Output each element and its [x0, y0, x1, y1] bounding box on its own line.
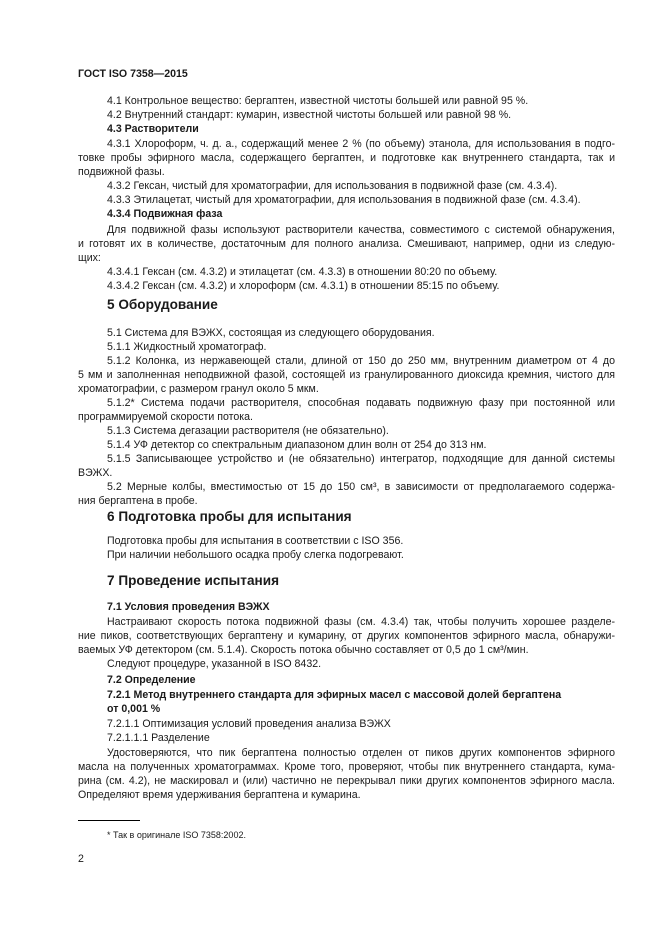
paragraph-line: 7.2.1.1.1 Разделение: [107, 732, 210, 744]
paragraph-line: хроматографии, с размером гранул около 5 мкм.: [78, 383, 319, 395]
paragraph-line: ВЭЖХ.: [78, 467, 113, 479]
paragraph-line: 4.3.1 Хлороформ, ч. д. а., содержащий менее 2 % (по объему) этанола, для использования в подго-: [107, 138, 615, 150]
paragraph-line: 4.3.2 Гексан, чистый для хроматографии, для использования в подвижной фазе (см. 4.3.4).: [107, 180, 558, 192]
subheading-line: 7.1 Условия проведения ВЭЖХ: [107, 601, 270, 613]
paragraph-line: 4.3.4.1 Гексан (см. 4.3.2) и этилацетат (см. 4.3.3) в отношении 80:20 по объему.: [107, 266, 498, 278]
paragraph-line: 5.1.4 УФ детектор со спектральным диапазоном длин волн от 254 до 313 нм.: [107, 439, 487, 451]
paragraph-line: ние пиков, соответствующих бергаптену и кумарину, от других компонентов эфирного масла, обнаружи-: [78, 630, 615, 642]
subheading-line: 4.3 Растворители: [107, 123, 199, 135]
page-number: 2: [78, 853, 84, 865]
paragraph-line: 5.1.2 Колонка, из нержавеющей стали, длиной от 150 до 250 мм, внутренним диаметром от 4 до: [107, 355, 615, 367]
paragraph-line: Определяют время удерживания бергаптена и кумарина.: [78, 789, 361, 801]
paragraph-line: подвижной фазы.: [78, 166, 165, 178]
paragraph-line: рина (см. 4.2), не маскировал и (или) частично не перекрывал пики других компонентов эфирного масла.: [78, 775, 615, 787]
paragraph-line: ния бергаптена в пробе.: [78, 495, 198, 507]
paragraph-line: 5.1.3 Система дегазации растворителя (не обязательно).: [107, 425, 389, 437]
paragraph-line: 5.1.1 Жидкостный хроматограф.: [107, 341, 267, 353]
paragraph-line: 4.3.3 Этилацетат, чистый для хроматографии, для использования в подвижной фазе (см. 4.3.4).: [107, 194, 581, 206]
paragraph-line: 7.2.1.1 Оптимизация условий проведения анализа ВЭЖХ: [107, 718, 391, 730]
paragraph-line: 5 мм и заполненная неподвижной фазой, состоящей из гранулированного диоксида кремния, чистого для: [78, 369, 615, 381]
section-heading-line: 7 Проведение испытания: [107, 573, 279, 588]
paragraph-line: программируемой скорости потока.: [78, 411, 253, 423]
paragraph-line: ваемых УФ детектором (см. 5.1.4). Скорость потока обычно составляет от 0,5 до 1 см³/мин.: [78, 644, 529, 656]
paragraph-line: масла на полученных хроматограммах. Кроме того, проверяют, чтобы пик внутреннего стандарта, кума-: [78, 761, 615, 773]
subheading-line: от 0,001 %: [107, 703, 161, 715]
document-header: ГОСТ ISO 7358—2015: [78, 68, 188, 80]
paragraph-line: Для подвижной фазы используют растворители качества, совместимого с системой обнаружения,: [107, 224, 615, 236]
paragraph-line: 5.1.5 Записывающее устройство и (не обязательно) интегратор, подходящие для данной системы: [107, 453, 615, 465]
paragraph-line: Подготовка пробы для испытания в соответствии с ISO 356.: [107, 535, 404, 547]
paragraph-line: 5.1.2* Система подачи растворителя, способная подавать подвижную фазу при постоянной или: [107, 397, 615, 409]
paragraph-line: 5.1 Система для ВЭЖХ, состоящая из следующего оборудования.: [107, 327, 435, 339]
paragraph-line: Настраивают скорость потока подвижной фазы (см. 4.3.4) так, чтобы получить хорошее разделе-: [107, 616, 615, 628]
paragraph-line: 4.1 Контрольное вещество: бергаптен, известной чистоты большей или равной 95 %.: [107, 95, 529, 107]
paragraph-line: 4.3.4.2 Гексан (см. 4.3.2) и хлороформ (см. 4.3.1) в отношении 85:15 по объему.: [107, 280, 500, 292]
paragraph-line: 5.2 Мерные колбы, вместимостью от 15 до 150 см³, в зависимости от предполагаемого содержа-: [107, 481, 615, 493]
subheading-line: 4.3.4 Подвижная фаза: [107, 208, 223, 220]
paragraph-line: 4.2 Внутренний стандарт: кумарин, известной чистоты большей или равной 98 %.: [107, 109, 512, 121]
subheading-line: 7.2.1 Метод внутреннего стандарта для эфирных масел с массовой долей бергаптена: [107, 689, 562, 701]
section-heading-line: 6 Подготовка пробы для испытания: [107, 509, 352, 524]
footnote-divider: [78, 820, 140, 821]
section-heading-line: 5 Оборудование: [107, 297, 218, 312]
paragraph-line: товке пробы эфирного масла, содержащего бергаптен, и подготовке как внутреннего стандарта, так и: [78, 152, 615, 164]
paragraph-line: и готовят их в количестве, достаточным для полного анализа. Смешивают, например, одни из следую-: [78, 238, 615, 250]
paragraph-line: Удостоверяются, что пик бергаптена полностью отделен от пиков других компонентов эфирного: [107, 747, 615, 759]
subheading-line: 7.2 Определение: [107, 674, 196, 686]
paragraph-line: Следуют процедуре, указанной в ISO 8432.: [107, 658, 322, 670]
paragraph-line: щих:: [78, 252, 101, 264]
footnote: * Так в оригинале ISO 7358:2002.: [107, 830, 246, 840]
paragraph-line: При наличии небольшого осадка пробу слегка подогревают.: [107, 549, 404, 561]
